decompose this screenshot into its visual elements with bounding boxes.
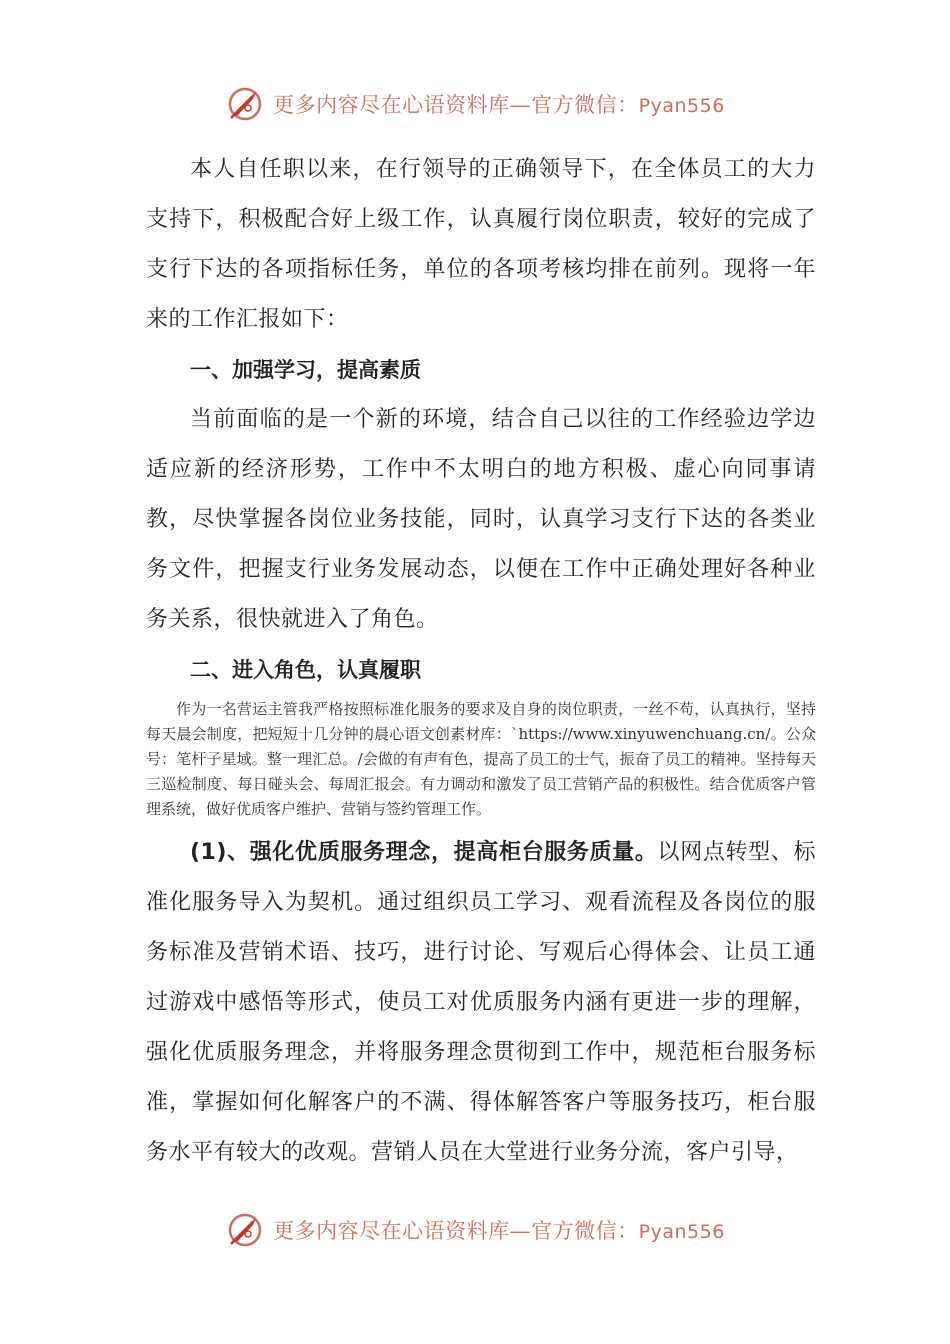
header-wechat-id: Pyan556: [638, 95, 725, 117]
section1-heading: 一、加强学习，提高素质: [190, 358, 421, 382]
intro-paragraph: 本人自任职以来，在行领导的正确领导下，在全体员工的大力支持下，积极配合好上级工作，认真履行岗位职责，较好的完成了支行下达的各项指标任务，单位的各项考核均排在前列。现将一年来的工作汇报如下：: [146, 157, 816, 332]
section2-heading: 二、进入角色，认真履职: [190, 658, 421, 682]
footer-brand: [273, 1215, 725, 1245]
header-brand-text: 更多内容尽在心语资料库—官方微信：: [273, 93, 639, 117]
pen-logo-icon: [225, 1210, 265, 1250]
point1-text: 以网点转型、标准化服务导入为契机。通过组织员工学习、观看流程及各岗位的服务标准及营销术语、技巧，进行讨论、写观后心得体会、让员工通过游戏中感悟等形式，使员工对优质服务内涵有更进一步的理解，强化优质服务理念，并将服务理念贯彻到工作中，规范柜台服务标准，掌握如何化解客户的不满、得体解答客户等服务技巧，柜台服务水平有较大的改观。营销人员在大堂进行业务分流，客户引导，: [146, 840, 816, 1165]
point1-paragraph: [146, 828, 816, 1178]
section2-small-paragraph: 作为一名营运主管我严格按照标准化服务的要求及自身的岗位职责，一丝不苟，认真执行，坚持每天晨会制度，把短短十几分钟的晨心语文创素材库：`https://www.xinyuwenchuang.cn/。公众号：笔杆子星域。整一理汇总。/会做的有声有色，提高了员工的士气，振奋了员工的精神。坚持每天三巡检制度、每日碰头会、每周汇报会。有力调动和激发了员工营销产品的积极性。结合优质客户管理系统，做好优质客户维护、营销与签约管理工作。: [146, 700, 816, 818]
document-body: [146, 145, 816, 1178]
header-brand: [273, 89, 725, 119]
point1-title: (1)、强化优质服务理念，提高柜台服务质量。: [190, 840, 658, 865]
header-banner: [0, 82, 950, 126]
pen-logo-icon: [225, 84, 265, 124]
footer-brand-text: 更多内容尽在心语资料库—官方微信：: [273, 1219, 639, 1243]
footer-wechat-id: Pyan556: [638, 1221, 725, 1243]
section1-paragraph: 当前面临的是一个新的环境，结合自己以往的工作经验边学边适应新的经济形势，工作中不太明白的地方积极、虚心向同事请教，尽快掌握各岗位业务技能，同时，认真学习支行下达的各类业务文件，把握支行业务发展动态，以便在工作中正确处理好各种业务关系，很快就进入了角色。: [146, 407, 816, 632]
footer-banner: [0, 1208, 950, 1252]
